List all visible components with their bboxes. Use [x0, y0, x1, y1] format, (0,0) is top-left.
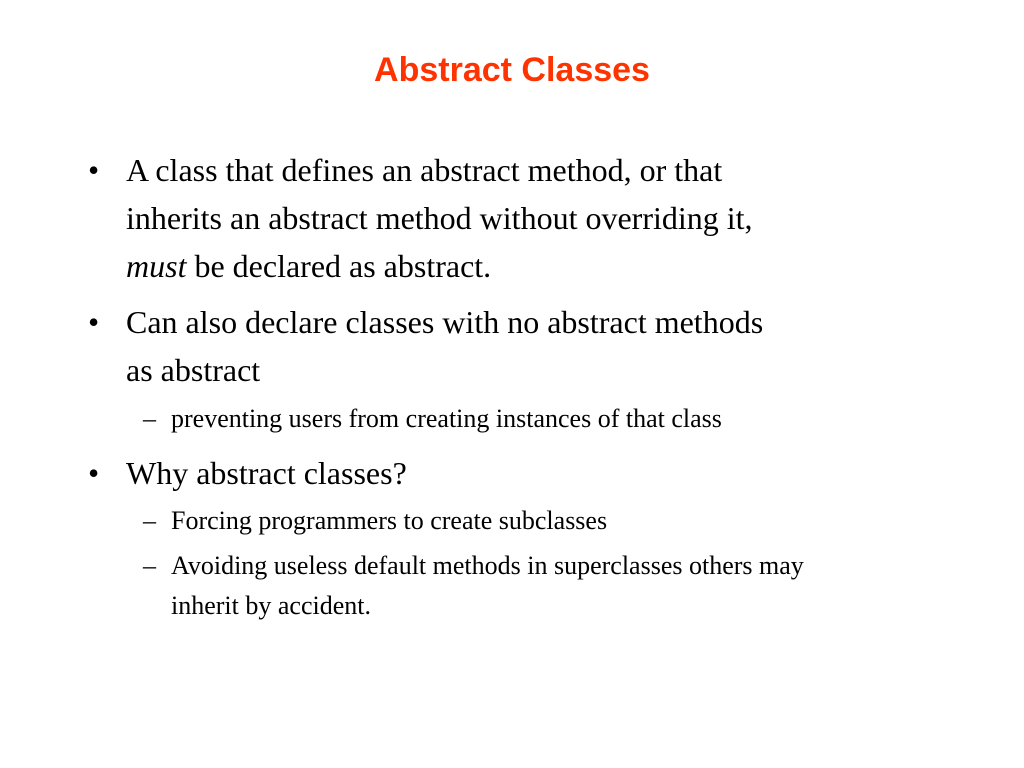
text-line: Forcing programmers to create subclasses	[171, 506, 608, 535]
text-line: Why abstract classes?	[126, 455, 407, 491]
bullet-text	[126, 449, 946, 497]
sub-bullet-text	[171, 546, 951, 626]
bullet-marker: •	[88, 455, 100, 491]
text-line: Can also declare classes with no abstract methods	[126, 304, 764, 340]
dash-marker: –	[143, 506, 156, 535]
text-line: Avoiding useless default methods in superclasses others may	[171, 551, 804, 580]
sub-bullet-text	[171, 399, 951, 439]
slide-title: Abstract Classes	[374, 51, 650, 89]
bullet-text	[126, 298, 946, 394]
bullet-text	[126, 146, 946, 290]
text-span: be declared as abstract.	[186, 248, 492, 284]
text-line: inherits an abstract method without overriding it,	[126, 200, 753, 236]
text-line	[126, 242, 946, 290]
emphasis-text: must	[126, 248, 187, 284]
text-line: A class that defines an abstract method, or that	[126, 152, 723, 188]
dash-marker: –	[143, 404, 156, 433]
dash-marker: –	[143, 551, 156, 580]
text-line: inherit by accident.	[171, 591, 371, 620]
bullet-marker: •	[88, 304, 100, 340]
text-line: as abstract	[126, 352, 261, 388]
sub-bullet-text	[171, 501, 951, 541]
text-line: preventing users from creating instances of that class	[171, 404, 722, 433]
bullet-marker: •	[88, 152, 100, 188]
